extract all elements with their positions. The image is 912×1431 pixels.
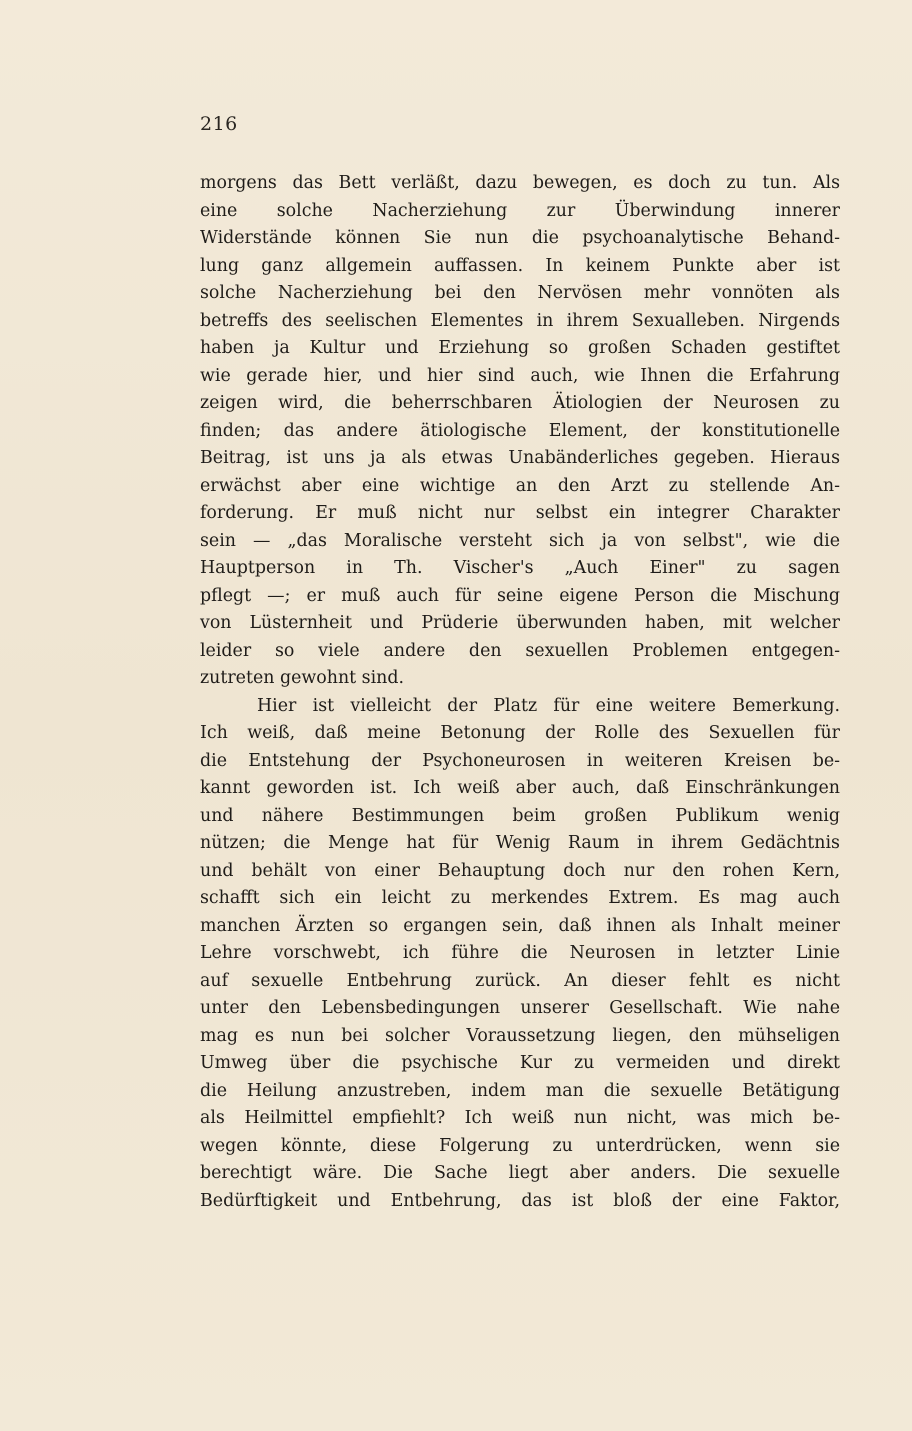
text-line: lung ganz allgemein auffassen. In keinem Punkte aber ist	[200, 255, 840, 276]
text-line: schafft sich ein leicht zu merkendes Extrem. Es mag auch	[200, 888, 840, 908]
page-number: 216	[200, 113, 238, 135]
text-line: sein — „das Moralische versteht sich ja von selbst", wie die	[200, 530, 840, 551]
text-line: wegen könnte, diese Folgerung zu unterdrücken, wenn sie	[200, 1135, 840, 1156]
text-line: betreffs des seelischen Elementes in ihrem Sexualleben. Nirgends	[200, 310, 840, 331]
text-line: Hauptperson in Th. Vischer's „Auch Einer" zu sagen	[200, 558, 840, 578]
text-line: die Heilung anzustreben, indem man die sexuelle Betätigung	[200, 1080, 840, 1101]
text-line: haben ja Kultur und Erziehung so großen Schaden gestiftet	[200, 338, 840, 358]
text-line: pflegt —; er muß auch für seine eigene Person die Mischung	[200, 585, 840, 606]
text-line: zeigen wird, die beherrschbaren Ätiologien der Neurosen zu	[200, 393, 840, 413]
text-line: wie gerade hier, und hier sind auch, wie Ihnen die Erfahrung	[200, 365, 840, 386]
text-line: Widerstände können Sie nun die psychoanalytische Behand-	[200, 228, 840, 248]
text-line: solche Nacherziehung bei den Nervösen mehr vonnöten als	[200, 283, 840, 303]
text-line: eine solche Nacherziehung zur Überwindung innerer	[200, 200, 840, 221]
text-line: die Entstehung der Psychoneurosen in weiteren Kreisen be-	[200, 750, 840, 771]
text-line: forderung. Er muß nicht nur selbst ein integrer Charakter	[200, 503, 840, 523]
text-line: mag es nun bei solcher Voraussetzung liegen, den mühseligen	[200, 1025, 840, 1046]
text-line: manchen Ärzten so ergangen sein, daß ihnen als Inhalt meiner	[200, 915, 840, 936]
text-line: leider so viele andere den sexuellen Problemen entgegen-	[200, 640, 840, 661]
body-text	[200, 170, 840, 1215]
text-line: Umweg über die psychische Kur zu vermeiden und direkt	[200, 1053, 840, 1073]
text-line: kannt geworden ist. Ich weiß aber auch, daß Einschränkungen	[200, 778, 840, 798]
text-line: nützen; die Menge hat für Wenig Raum in ihrem Gedächtnis	[200, 833, 840, 853]
text-line: Ich weiß, daß meine Betonung der Rolle des Sexuellen für	[200, 723, 840, 743]
text-line: finden; das andere ätiologische Element, der konstitutionelle	[200, 420, 840, 441]
text-line: erwächst aber eine wichtige an den Arzt zu stellende An-	[200, 475, 840, 496]
text-line: von Lüsternheit und Prüderie überwunden haben, mit welcher	[200, 613, 840, 633]
text-line: zutreten gewohnt sind.	[200, 668, 405, 688]
text-line: und behält von einer Behauptung doch nur den rohen Kern,	[200, 860, 840, 881]
text-line-paragraph-start: Hier ist vielleicht der Platz für eine weitere Bemerkung.	[257, 695, 840, 716]
text-line: Lehre vorschwebt, ich führe die Neurosen in letzter Linie	[200, 943, 840, 963]
text-line: unter den Lebensbedingungen unserer Gesellschaft. Wie nahe	[200, 998, 840, 1018]
text-line: Bedürftigkeit und Entbehrung, das ist bloß der eine Faktor,	[200, 1190, 840, 1211]
text-line: auf sexuelle Entbehrung zurück. An dieser fehlt es nicht	[200, 970, 840, 991]
text-line: als Heilmittel empfiehlt? Ich weiß nun nicht, was mich be-	[200, 1108, 840, 1128]
text-line: Beitrag, ist uns ja als etwas Unabänderliches gegeben. Hieraus	[200, 448, 840, 468]
text-line: berechtigt wäre. Die Sache liegt aber anders. Die sexuelle	[200, 1163, 840, 1183]
text-line: morgens das Bett verläßt, dazu bewegen, es doch zu tun. Als	[200, 173, 840, 193]
text-line: und nähere Bestimmungen beim großen Publikum wenig	[200, 805, 840, 826]
